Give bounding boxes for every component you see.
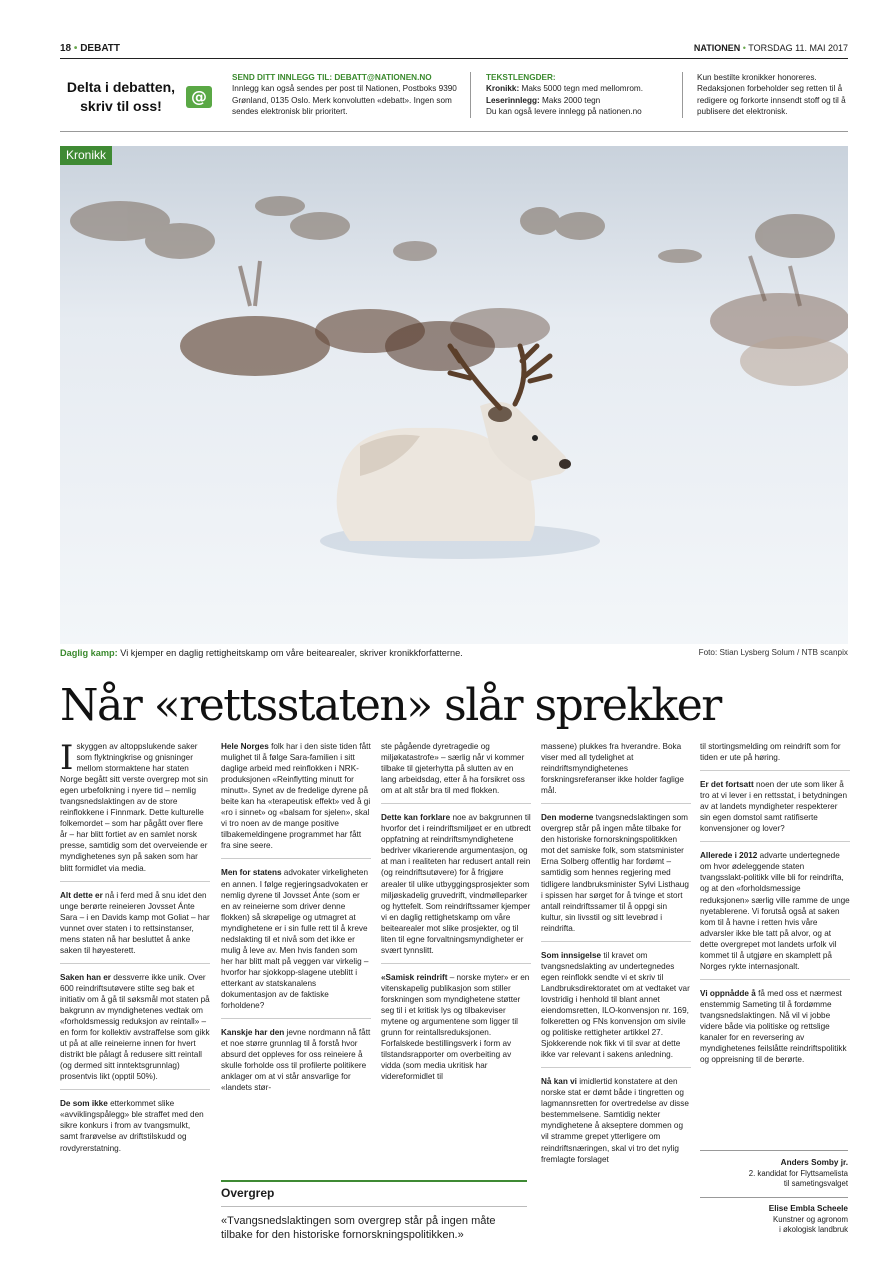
subhead-divider <box>221 858 371 859</box>
section-name: DEBATT <box>80 43 121 54</box>
paragraph-text: massene) plukkes fra hverandre. Boka viser med all tydelighet at reindriftsmyndighetenes forskningsreferanser ikke holder faglige mål. <box>541 742 684 796</box>
submission-text: Innlegg kan også sendes per post til Nationen, Postboks 9390 Grønland, 0135 Oslo. Merk konvolutten «debatt». Ingen som sendes elektronisk blir prioritert. <box>232 84 457 116</box>
paragraph-lead: «Samisk reindrift <box>381 972 448 982</box>
subhead-divider <box>60 963 210 964</box>
issue-date: TORSDAG 11. MAI 2017 <box>748 43 848 53</box>
submission-info <box>232 72 458 117</box>
author-title: Kunstner og agronom <box>773 1214 848 1224</box>
paragraph <box>541 1076 691 1164</box>
paragraph-lead: Alt dette er <box>60 890 103 900</box>
paragraph-text: jevne nordmann nå fått et noe større grunnlag til å forstå hvor absurd det oppleves for oss reineiere å skulle forholde oss til profilerte politikere anklager om at vi står ansvarlige for «landets stør- <box>221 1028 371 1093</box>
publication-name: NATIONEN <box>693 43 741 53</box>
paragraph-text: til stortingsmelding om reindrift som for tiden er ute på høring. <box>700 742 841 763</box>
subhead-divider <box>381 803 531 804</box>
paragraph <box>541 812 691 934</box>
page-number: 18 <box>60 43 72 54</box>
paragraph-lead: Dette kan forklare <box>381 813 451 823</box>
subhead-divider <box>60 881 210 882</box>
header-divider <box>60 58 848 59</box>
author-signature <box>700 1204 848 1236</box>
article-column-1 <box>60 741 210 1253</box>
at-sign-icon: @ <box>186 86 212 108</box>
subhead-divider <box>541 941 691 942</box>
kronikk-length-label: Kronikk: <box>486 84 520 94</box>
article-column-4 <box>541 741 691 1253</box>
paragraph-text: til kravet om tvangsnedslakting av undertegnedes egen reinflokk sendte vi et skriv til Landbruksdirektoratet om at vedtaket var lovstridig i henhold til blant annet eiendomsretten, ILO-konvensjon nr. 169, folkeretten og FNs konvensjon om sivile og politiske rettigheter artikkel 27. Sjokkerende nok fikk vi til svar at dette ikke var relevant i sakens anledning. <box>541 950 690 1060</box>
reindeer-illustration <box>60 146 848 644</box>
paragraph-text: noen der ute som liker å tro at vi lever i en rettsstat, i betydningen av at landets myndigheter respekterer sin egen domstol samt ratifiserte konvensjoner og lover? <box>700 780 847 834</box>
paragraph-lead: Er det fortsatt <box>700 780 754 790</box>
subhead-divider <box>381 963 531 964</box>
reader-post-length-label: Leserinnlegg: <box>486 95 540 105</box>
submission-label: SEND DITT INNLEGG TIL: DEBATT@NATIONEN.NO <box>232 73 432 82</box>
author-title: til sametingsvalget <box>783 1179 848 1188</box>
article-headline: Når «rettsstaten» slår sprekker <box>60 680 721 731</box>
paragraph-text: nå i ferd med å snu idet den unge berørte reineieren Jovsset Ánte Sara – i en Davids kamp mot Goliat – har vunnet over staten i to rettsinstanser, mens staten nå har besluttet å anke saken til høyesterett. <box>60 890 210 955</box>
article-column-3 <box>381 741 531 1175</box>
section-kicker: Kronikk <box>60 146 112 165</box>
paragraph <box>381 972 531 1082</box>
caption-text: Vi kjemper en daglig rettigheitskamp om våre beitearealer, skriver kronikkforfatterne. <box>120 648 463 658</box>
policy-text: Kun bestilte kronikker honoreres. Redaksjonen forbeholder seg retten til å redigere og forkorte innsendt stoff og til å publisere det elektronisk. <box>697 73 846 116</box>
photo-caption <box>60 648 463 658</box>
paragraph <box>221 1027 371 1093</box>
kronikk-length-text: Maks 5000 tegn med mellomrom. <box>521 84 643 94</box>
info-bar-divider <box>60 131 848 132</box>
paragraph <box>700 779 850 834</box>
paragraph-lead: Men for statens <box>221 868 282 878</box>
subhead-divider <box>700 841 850 842</box>
paragraph-lead: De som ikke <box>60 1099 108 1109</box>
article-column-5 <box>700 741 850 1145</box>
paragraph-text: ste pågående dyretragedie og miljøkatastrofe» – særlig når vi kommer tilbake til gjeterhytta på slutten av en lang arbeidsdag, etter å ha forsikret oss om at alt står bra til med flokken. <box>381 742 525 796</box>
subhead-divider <box>541 1067 691 1068</box>
paragraph-text: tvangsnedslaktingen som overgrep står på ingen måte tilbake for den historiske fornorskningspolitikken mot det samiske folk, som statsminister Erna Solberg offentlig har fordømt – samtidig som hennes regjering med tidligere landbruksminister Sylvi Listhaug i spissen har sørget for å tvinge et stort antall reindriftssamer til å oppgi sin kultur, sin livsstil og sitt levebrød i reindrifta. <box>541 813 689 933</box>
paragraph <box>381 812 531 956</box>
caption-lead: Daglig kamp: <box>60 648 118 658</box>
paragraph <box>541 741 691 796</box>
cta-line-2: skriv til oss! <box>80 98 162 114</box>
paragraph-text: etterkommet slike «avviklingspålegg» ble straffet med den sikre konkurs i from av tvangsmulkt, samt frarøvelse av driftstilskudd og rovdyrerstatning. <box>60 1099 204 1153</box>
paragraph <box>221 867 371 1011</box>
article-column-2 <box>221 741 371 1175</box>
paragraph <box>700 741 850 763</box>
cta-line-1: Delta i debatten, <box>66 79 176 95</box>
drop-cap: I <box>60 741 74 778</box>
bullet-icon: • <box>73 43 78 54</box>
text-length-info <box>486 72 670 117</box>
paragraph-lead: Allerede i 2012 <box>700 851 758 861</box>
reader-post-length-text: Maks 2000 tegn <box>541 95 601 105</box>
paragraph <box>700 988 850 1065</box>
paragraph <box>221 741 371 851</box>
author-signature <box>700 1158 848 1190</box>
paragraph <box>60 890 210 956</box>
photo-credit: Foto: Stian Lysberg Solum / NTB scanpix <box>698 648 848 657</box>
paragraph <box>60 741 210 874</box>
pull-quote-title: Overgrep <box>221 1182 527 1207</box>
page-header-left <box>60 43 120 54</box>
pull-quote <box>221 1180 527 1242</box>
paragraph-lead: Hele Norges <box>221 742 269 751</box>
text-length-label: TEKSTLENGDER: <box>486 73 556 82</box>
subhead-divider <box>221 1018 371 1019</box>
subhead-divider <box>700 979 850 980</box>
paragraph <box>541 950 691 1060</box>
paragraph-lead: Vi oppnådde å <box>700 988 756 998</box>
info-divider <box>682 72 683 118</box>
paragraph-text: noe av bakgrunnen til hvorfor det i reindriftsmiljøet er en utbredt oppfatning at reindriftsmyndighetene bedriver vikarierende argumentasjon, og at man i realiteten har redusert antall rein (og reindriftsutøvere) for å frigjøre arealer til ulike utbyggingsprosjekter som miljøskadelig gruvedrift, vindmølleparker og hyttefelt. Som reindriftssamer kjemper vi en daglig rettighetskamp om våre beitearealer mot slike prosjekter, og til liten til egne forvaltningsmyndigheter er svært tynnslitt. <box>381 813 531 955</box>
paragraph-lead: Saken han er <box>60 972 111 982</box>
paragraph-lead: Den moderne <box>541 813 594 823</box>
author-name: Anders Somby jr. <box>780 1158 848 1167</box>
page-header-right <box>694 43 848 53</box>
reindeer-photo <box>60 146 848 644</box>
paragraph <box>381 741 531 796</box>
bullet-icon: • <box>742 43 746 53</box>
paragraph-lead: Kanskje har den <box>221 1028 285 1038</box>
paragraph-text: få med oss et nærmest enstemmig Sameting til å fordømme tvangsnedslaktingen. Nå vil vi jobbe videre både via politiske og rettslige kanaler for en reversering av myndighetenes feilslåtte reindriftspolitikk og oppreisning til de berørte. <box>700 988 847 1065</box>
signature-divider <box>700 1197 848 1198</box>
paragraph-text: – norske myter» er en vitenskapelig publikasjon som stiller forskningen som myndighetene støtter seg til i et kritisk lys og tilbakeviser mytene og argumentene som ligger til grunn for reintallsreduksjonen. Forfalskede bestillingsverk i form av tilstandsrapporter om overbeiting av vidda (som media ukritisk har videreformidlet til <box>381 972 530 1082</box>
author-name: Elise Embla Scheele <box>768 1204 848 1213</box>
editorial-policy <box>697 72 847 117</box>
pull-quote-text: «Tvangsnedslaktingen som overgrep står på ingen måte tilbake for den historiske fornorskningspolitikken.» <box>221 1215 496 1241</box>
info-divider <box>470 72 471 118</box>
paragraph-text: advokater virkeligheten en annen. I følge regjeringsadvokaten er nemlig dyrene til Jovsset Ánte (som er en av reineierne som driver denne flokken) så skrøpelige og utmagret at myndighetene er i sin fulle rett til å kreve nedslakting til et nivå som det ikke er mulig å leve av. Men hvis fanden som her har blitt malt på veggen var virkelig – hvorfor har sjokkopp-slagene uteblitt i etterkant av statskanalens dokumentasjon av de faktiske forholdene? <box>221 868 369 1011</box>
paragraph-text: dessverre ikke unik. Over 600 reindriftsutøvere stilte seg bak et initiativ om å gå til søksmål mot staten på bakgrunn av myndighetenes vedtak om «forholdsmessig reduksjon av reintall» – en form for kollektiv avstraffelse som gikk ut på at alle reineierne innen for hvert distrikt ble pålagt å redusere sitt reintall (og dermed sitt inntektsgrunnlag) prosentvis likt (opptil 50%). <box>60 972 210 1082</box>
online-submission-note: Du kan også levere innlegg på nationen.no <box>486 106 642 116</box>
paragraph-text: imidlertid konstatere at den norske stat er dømt både i tingretten og lagmannsretten for overtredelse av disse bestemmelsene. Samtidig nekter myndighetene å akseptere dommen og vil stramme grepet ytterligere om reindriftsnæringen, skal vi tro det nylig fremlagte forslaget <box>541 1077 689 1164</box>
paragraph-text: skyggen av altoppslukende saker som flyktningkrise og gnisninger mellom stormaktene har staten Norge begått sitt verste overgrep mot sin egen urbefolkning i nyere tid – nemlig tvangsnedslaktingen av de store reinflokkene i Finnmark. Dette kulturelle folkemordet – som har pågått over flere år – har blitt fortiet av en samlet norsk presse, samtidig som det overveiende er myndighetenes syn på saken som har blitt formidlet via media. <box>60 742 208 873</box>
paragraph-lead: Som innsigelse <box>541 950 602 960</box>
author-title: 2. kandidat for Flyttsamelista <box>748 1168 848 1178</box>
subhead-divider <box>60 1089 210 1090</box>
paragraph <box>60 1098 210 1153</box>
paragraph-lead: Nå kan vi <box>541 1077 577 1087</box>
author-title: i økologisk landbruk <box>779 1225 848 1234</box>
signature-divider <box>700 1150 848 1151</box>
paragraph <box>60 972 210 1082</box>
subhead-divider <box>700 770 850 771</box>
paragraph <box>700 850 850 972</box>
debate-call-to-action <box>60 78 182 116</box>
paragraph-text: folk har i den siste tiden fått mulighet til å følge Sara-familien i sitt daglige arbeid med reinflokken i NRK-produksjonen «Reinflytting minutt for minutt». Synet av de fredelige dyrene på beite kan ha «terapeutisk effekt» ved å gi «ro i sinnet» og «balsam for sjelen», skal vi tro noen av de mange positive tilbakemeldingene programmet har fått fra sine seere. <box>221 742 371 851</box>
paragraph-text: advarte undertegnede om hvor ødeleggende staten tvangsslakt-politikk ville bli for reindrifta, og at den «forholdsmessige reduksjonen» særlig ville ramme de unge nyetablerene. Vi forutså også at saken kom til å havne i retten hvis våre advarsler ikke ble tatt på alvor, og at dette overgrepet mot landets urfolk vil kommet til å utgjøre en skamplett på Norges rykte internasjonalt. <box>700 851 850 971</box>
subhead-divider <box>541 803 691 804</box>
